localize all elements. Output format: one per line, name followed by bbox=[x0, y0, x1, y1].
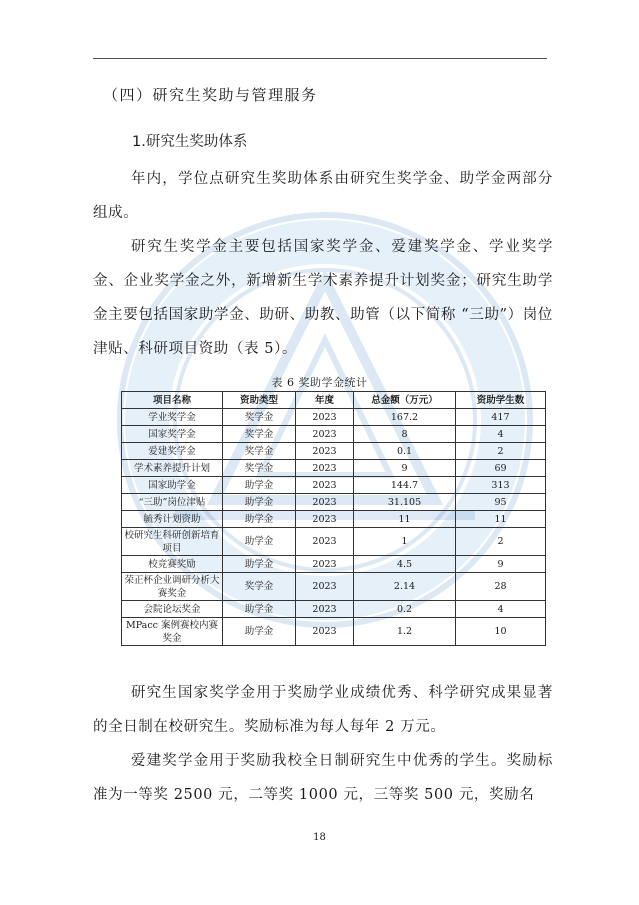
cell-count: 69 bbox=[456, 460, 546, 477]
cell-amount: 0.1 bbox=[354, 443, 456, 460]
sub-heading: 1.研究生奖助体系 bbox=[132, 134, 248, 150]
cell-project: MPacc 案例赛校内赛奖金 bbox=[122, 618, 223, 646]
page-number: 18 bbox=[313, 832, 326, 843]
cell-project: 爱建奖学金 bbox=[122, 443, 223, 460]
cell-type: 奖学金 bbox=[223, 443, 296, 460]
header-year: 年度 bbox=[296, 392, 354, 409]
cell-type: 奖学金 bbox=[223, 573, 296, 601]
table-row bbox=[122, 556, 546, 573]
cell-count: 313 bbox=[456, 477, 546, 494]
cell-count: 28 bbox=[456, 573, 546, 601]
cell-count: 417 bbox=[456, 409, 546, 426]
cell-amount: 144.7 bbox=[354, 477, 456, 494]
cell-project: 校研究生科研创新培育项目 bbox=[122, 528, 223, 556]
cell-amount: 2.14 bbox=[354, 573, 456, 601]
paragraph-4: 爱建奖学金用于奖励我校全日制研究生中优秀的学生。奖励标准为一等奖 2500 元，二等奖 1000 元，三等奖 500 元，奖励名 bbox=[93, 753, 553, 803]
table-row bbox=[122, 409, 546, 426]
cell-year: 2023 bbox=[296, 573, 354, 601]
cell-year: 2023 bbox=[296, 601, 354, 618]
table-row bbox=[122, 511, 546, 528]
cell-year: 2023 bbox=[296, 409, 354, 426]
cell-project: 校竞赛奖励 bbox=[122, 556, 223, 573]
cell-project: 学术素养提升计划 bbox=[122, 460, 223, 477]
cell-year: 2023 bbox=[296, 556, 354, 573]
cell-count: 4 bbox=[456, 426, 546, 443]
paragraph-1: 年内，学位点研究生奖助体系由研究生奖学金、助学金两部分组成。 bbox=[93, 171, 553, 221]
table-row bbox=[122, 460, 546, 477]
paragraph-3: 研究生国家奖学金用于奖励学业成绩优秀、科学研究成果显著的全日制在校研究生。奖励标准为每人每年 2 万元。 bbox=[93, 685, 553, 735]
table-row bbox=[122, 528, 546, 556]
cell-project: 荣正杯企业调研分析大赛奖金 bbox=[122, 573, 223, 601]
paragraph-2: 研究生奖学金主要包括国家奖学金、爱建奖学金、学业奖学金、企业奖学金之外，新增新生学术素养提升计划奖金；研究生助学金主要包括国家助学金、助研、助教、助管（以下简称 “三助”）岗位津贴、科研项目资助（表 5）。 bbox=[93, 239, 553, 357]
header-total-amount: 总金额（万元） bbox=[354, 392, 456, 409]
cell-year: 2023 bbox=[296, 477, 354, 494]
cell-amount: 1.2 bbox=[354, 618, 456, 646]
cell-type: 助学金 bbox=[223, 494, 296, 511]
cell-year: 2023 bbox=[296, 618, 354, 646]
header-funding-type: 资助类型 bbox=[223, 392, 296, 409]
cell-amount: 9 bbox=[354, 460, 456, 477]
cell-project: 国家奖学金 bbox=[122, 426, 223, 443]
cell-count: 11 bbox=[456, 511, 546, 528]
cell-amount: 1 bbox=[354, 528, 456, 556]
header-student-count: 资助学生数 bbox=[456, 392, 546, 409]
cell-amount: 4.5 bbox=[354, 556, 456, 573]
cell-year: 2023 bbox=[296, 460, 354, 477]
table-row bbox=[122, 494, 546, 511]
section-heading: （四）研究生奖助与管理服务 bbox=[103, 86, 318, 104]
cell-type: 助学金 bbox=[223, 528, 296, 556]
cell-project: 毓秀计划资助 bbox=[122, 511, 223, 528]
cell-type: 助学金 bbox=[223, 618, 296, 646]
table-row bbox=[122, 573, 546, 601]
cell-type: 奖学金 bbox=[223, 460, 296, 477]
table-caption: 表 6 奖助学金统计 bbox=[271, 376, 368, 389]
cell-count: 9 bbox=[456, 556, 546, 573]
cell-type: 助学金 bbox=[223, 556, 296, 573]
cell-amount: 0.2 bbox=[354, 601, 456, 618]
cell-count: 4 bbox=[456, 601, 546, 618]
cell-project: 会院论坛奖金 bbox=[122, 601, 223, 618]
cell-year: 2023 bbox=[296, 443, 354, 460]
cell-year: 2023 bbox=[296, 511, 354, 528]
cell-amount: 31.105 bbox=[354, 494, 456, 511]
cell-type: 助学金 bbox=[223, 601, 296, 618]
cell-year: 2023 bbox=[296, 426, 354, 443]
cell-count: 2 bbox=[456, 443, 546, 460]
table-row bbox=[122, 618, 546, 646]
table-row bbox=[122, 601, 546, 618]
award-statistics-table bbox=[121, 391, 546, 646]
cell-type: 助学金 bbox=[223, 511, 296, 528]
cell-type: 助学金 bbox=[223, 477, 296, 494]
cell-amount: 167.2 bbox=[354, 409, 456, 426]
table-row bbox=[122, 426, 546, 443]
cell-count: 2 bbox=[456, 528, 546, 556]
cell-type: 奖学金 bbox=[223, 409, 296, 426]
cell-count: 10 bbox=[456, 618, 546, 646]
cell-project: 学业奖学金 bbox=[122, 409, 223, 426]
cell-project: 国家助学金 bbox=[122, 477, 223, 494]
table-row bbox=[122, 477, 546, 494]
table-row bbox=[122, 443, 546, 460]
cell-year: 2023 bbox=[296, 528, 354, 556]
cell-project: “三助”岗位津贴 bbox=[122, 494, 223, 511]
table-header-row bbox=[122, 392, 546, 409]
cell-year: 2023 bbox=[296, 494, 354, 511]
cell-count: 95 bbox=[456, 494, 546, 511]
cell-type: 奖学金 bbox=[223, 426, 296, 443]
cell-amount: 11 bbox=[354, 511, 456, 528]
header-rule bbox=[93, 58, 547, 59]
header-project-name: 项目名称 bbox=[122, 392, 223, 409]
cell-amount: 8 bbox=[354, 426, 456, 443]
